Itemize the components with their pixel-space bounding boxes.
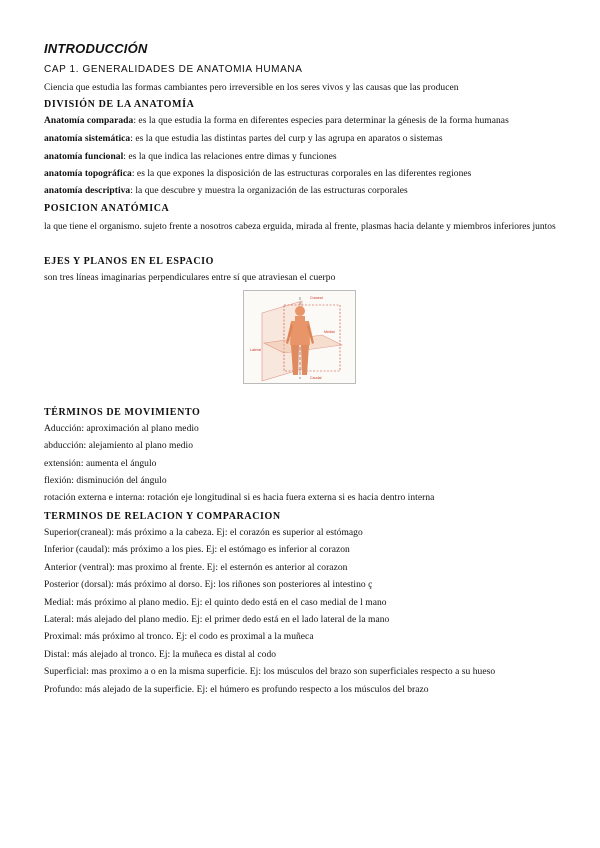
division-item: [44, 186, 408, 196]
division-term: anatomía topográfica: [44, 169, 132, 179]
division-term: anatomía sistemática: [44, 134, 131, 144]
relacion-item: Proximal: más próximo al tronco. Ej: el codo es proximal a la muñeca: [44, 632, 314, 642]
division-desc: : es la que estudia la forma en diferentes especies para determinar la génesis de la forma humanas: [133, 116, 509, 126]
ejes-heading: EJES Y PLANOS EN EL ESPACIO: [44, 256, 215, 267]
relacion-item: Superficial: mas proximo a o en la misma superficie. Ej: los músculos del brazo son superficiales respecto a su hueso: [44, 667, 496, 677]
division-desc: : la que descubre y muestra la organización de las estructuras corporales: [130, 186, 408, 196]
division-item: [44, 116, 509, 126]
division-heading: DIVISIÓN DE LA ANATOMÍA: [44, 99, 195, 110]
chapter-heading: CAP 1. GENERALIDADES DE ANATOMIA HUMANA: [44, 64, 303, 75]
page-title: INTRODUCCIÓN: [44, 41, 148, 56]
relacion-item: Medial: más próximo al plano medio. Ej: el quinto dedo está en el caso medial de l mano: [44, 598, 387, 608]
division-desc: : es la que estudia las distintas partes del curp y las agrupa en aparatos o sistemas: [130, 134, 443, 144]
division-item: [44, 169, 471, 179]
svg-text:Medial: Medial: [324, 330, 335, 334]
definition-text: Ciencia que estudia las formas cambiantes pero irreversible en los seres vivos y las causas que las producen: [44, 83, 459, 93]
relacion-item: Anterior (ventral): mas proximo al frente. Ej: el esternón es anterior al corazon: [44, 563, 348, 573]
movimiento-item: extensión: aumenta el ángulo: [44, 459, 157, 469]
relacion-item: Superior(craneal): más próximo a la cabeza. Ej: el corazón es superior al estómago: [44, 528, 363, 538]
relacion-heading: TERMINOS DE RELACION Y COMPARACION: [44, 511, 281, 522]
division-desc: : es la que indica las relaciones entre dimas y funciones: [123, 152, 337, 162]
svg-text:Craneal: Craneal: [310, 296, 323, 300]
division-term: anatomía funcional: [44, 152, 124, 162]
svg-text:Lateral: Lateral: [250, 348, 261, 352]
movimiento-item: rotación externa e interna: rotación eje longitudinal si es hacia fuera externa si es hacia dentro interna: [44, 493, 435, 503]
relacion-item: Profundo: más alejado de la superficie. Ej: el húmero es profundo respecto a los músculos del brazo: [44, 685, 429, 695]
anatomical-planes-figure-icon: [243, 290, 356, 384]
relacion-item: Lateral: más alejado del plano medio. Ej: el primer dedo está en el lado lateral de la mano: [44, 615, 390, 625]
ejes-text: son tres líneas imaginarias perpendiculares entre sí que atraviesan el cuerpo: [44, 273, 336, 283]
relacion-item: Inferior (caudal): más próximo a los pies. Ej: el estómago es inferior al corazon: [44, 545, 350, 555]
movimiento-heading: TÉRMINOS DE MOVIMIENTO: [44, 407, 201, 418]
division-term: anatomía descriptiva: [44, 186, 131, 196]
division-term: Anatomía comparada: [44, 116, 134, 126]
movimiento-item: Aducción: aproximación al plano medio: [44, 424, 199, 434]
movimiento-item: flexión: disminución del ángulo: [44, 476, 167, 486]
svg-text:Caudal: Caudal: [310, 376, 322, 380]
relacion-item: Distal: más alejado al tronco. Ej: la muñeca es distal al codo: [44, 650, 277, 660]
division-item: [44, 134, 443, 144]
posicion-heading: POSICION ANATÓMICA: [44, 203, 170, 214]
division-item: [44, 152, 337, 162]
posicion-text: la que tiene el organismo. sujeto frente a nosotros cabeza erguida, mirada al frente, plasmas hacia delante y miembros inferiores juntos: [44, 222, 556, 232]
division-desc: : es la que expones la disposición de las estructuras corporales en las diferentes regiones: [131, 169, 472, 179]
relacion-item: Posterior (dorsal): más próximo al dorso. Ej: los riñones son posteriores al intestino ç: [44, 580, 373, 590]
movimiento-item: abducción: alejamiento al plano medio: [44, 441, 194, 451]
